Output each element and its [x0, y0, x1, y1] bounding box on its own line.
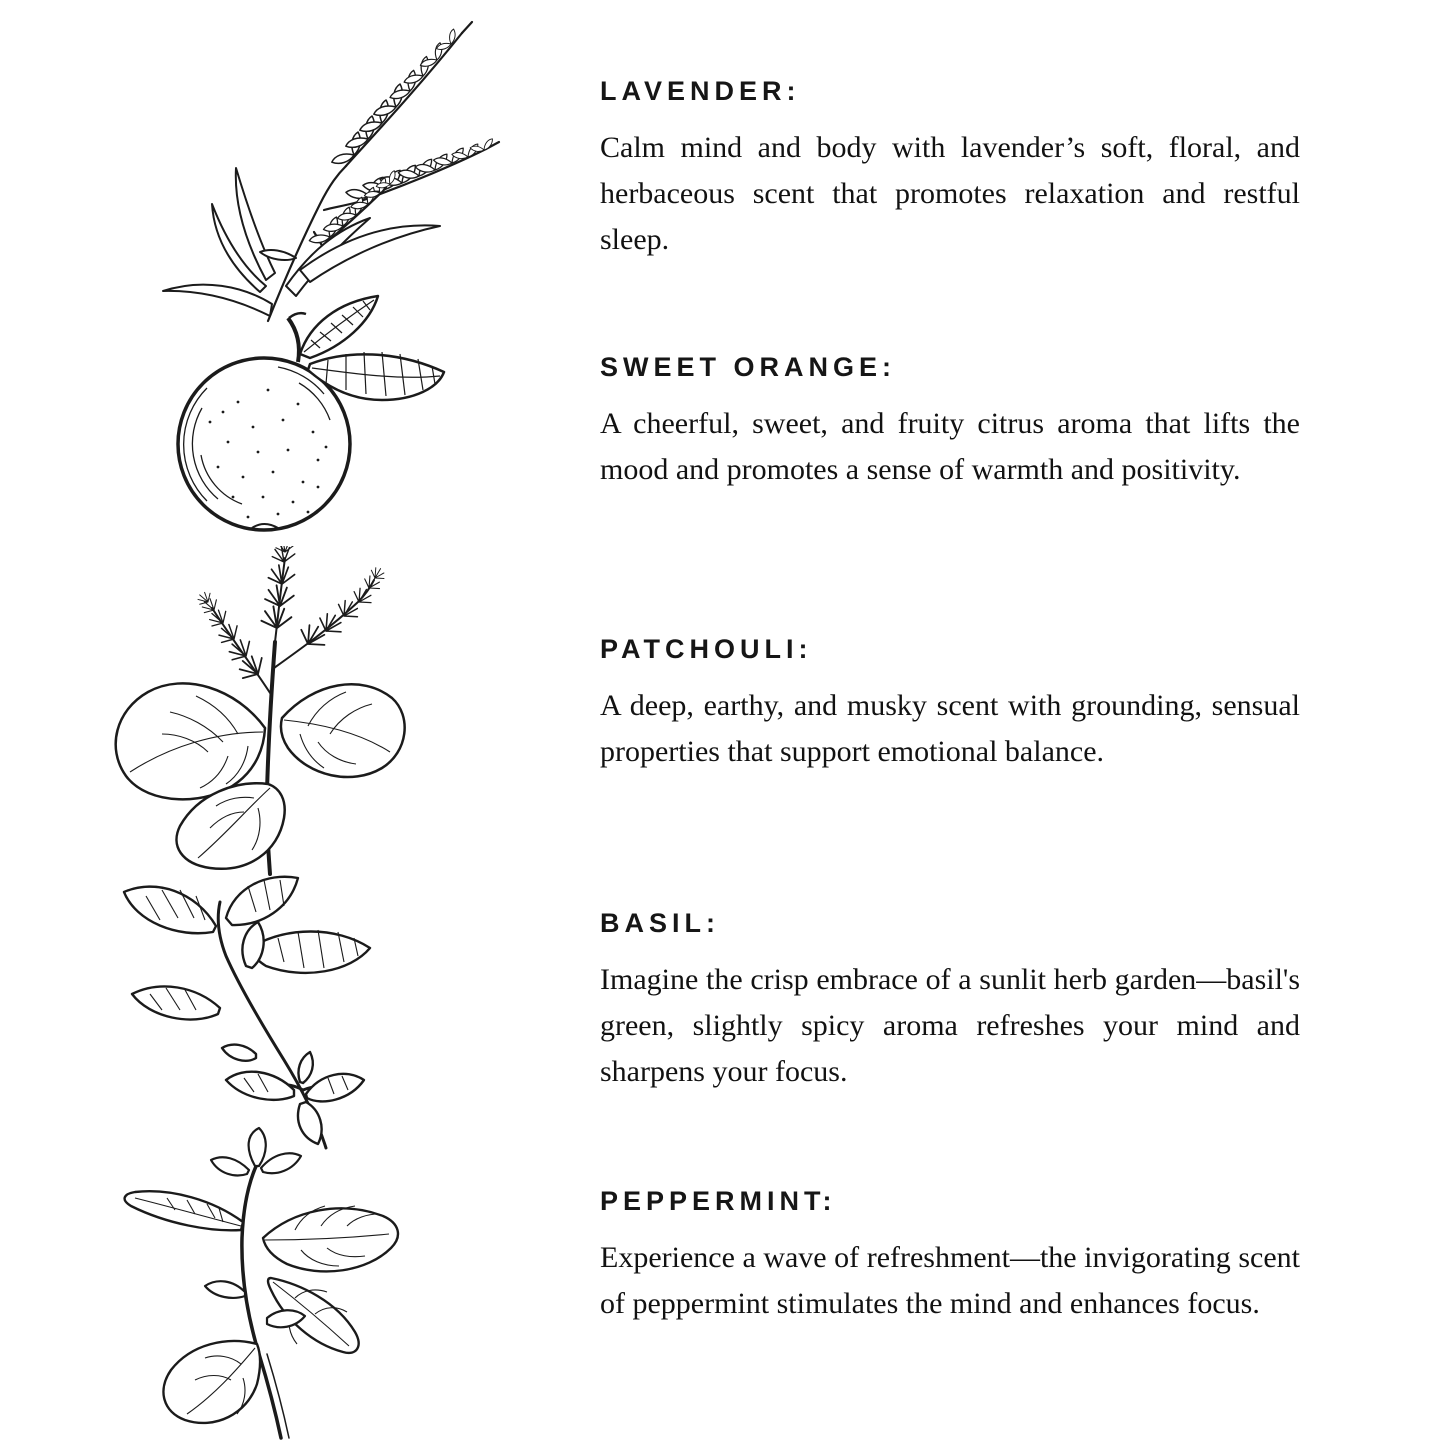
- patchouli-heading: PATCHOULI:: [600, 634, 813, 664]
- section-basil: [600, 908, 1300, 1095]
- basil-sprig-icon: [98, 868, 430, 1150]
- section-peppermint: [600, 1186, 1300, 1327]
- basil-leaves: [124, 877, 370, 1144]
- patchouli-illustration: [58, 546, 420, 876]
- basil-heading: BASIL:: [600, 908, 720, 938]
- peppermint-sprig-icon: [95, 1126, 447, 1440]
- section-lavender: [600, 76, 1300, 263]
- lavender-sprig-icon: [118, 18, 508, 323]
- basil-illustration: [98, 868, 430, 1150]
- patchouli-leaves-icon: [58, 546, 420, 876]
- patchouli-flower-spikes: [195, 546, 387, 683]
- peppermint-leaves: [125, 1191, 398, 1423]
- sweet-orange-illustration: [148, 292, 468, 544]
- section-patchouli: [600, 634, 1300, 775]
- sweet-orange-description: A cheerful, sweet, and fruity citrus aroma that lifts the mood and promotes a sense of warmth and positivity.: [600, 407, 1300, 486]
- basil-description: Imagine the crisp embrace of a sunlit herb garden—basil's green, slightly spicy aroma refreshes your mind and sharpens your focus.: [600, 963, 1300, 1088]
- section-sweet-orange: [600, 352, 1300, 493]
- orange-fruit-with-leaves-icon: [148, 292, 468, 544]
- sweet-orange-heading: SWEET ORANGE:: [600, 352, 897, 382]
- peppermint-heading: PEPPERMINT:: [600, 1186, 837, 1216]
- peppermint-description: Experience a wave of refreshment—the invigorating scent of peppermint stimulates the mind and enhances focus.: [600, 1241, 1300, 1320]
- lavender-illustration: [118, 18, 508, 323]
- lavender-heading: LAVENDER:: [600, 76, 801, 106]
- lavender-flower-spikes: [309, 29, 495, 249]
- patchouli-leaves: [116, 683, 405, 868]
- patchouli-description: A deep, earthy, and musky scent with grounding, sensual properties that support emotional balance.: [600, 689, 1300, 768]
- lavender-description: Calm mind and body with lavender’s soft, floral, and herbaceous scent that promotes relaxation and restful sleep.: [600, 131, 1300, 256]
- peppermint-illustration: [95, 1126, 447, 1440]
